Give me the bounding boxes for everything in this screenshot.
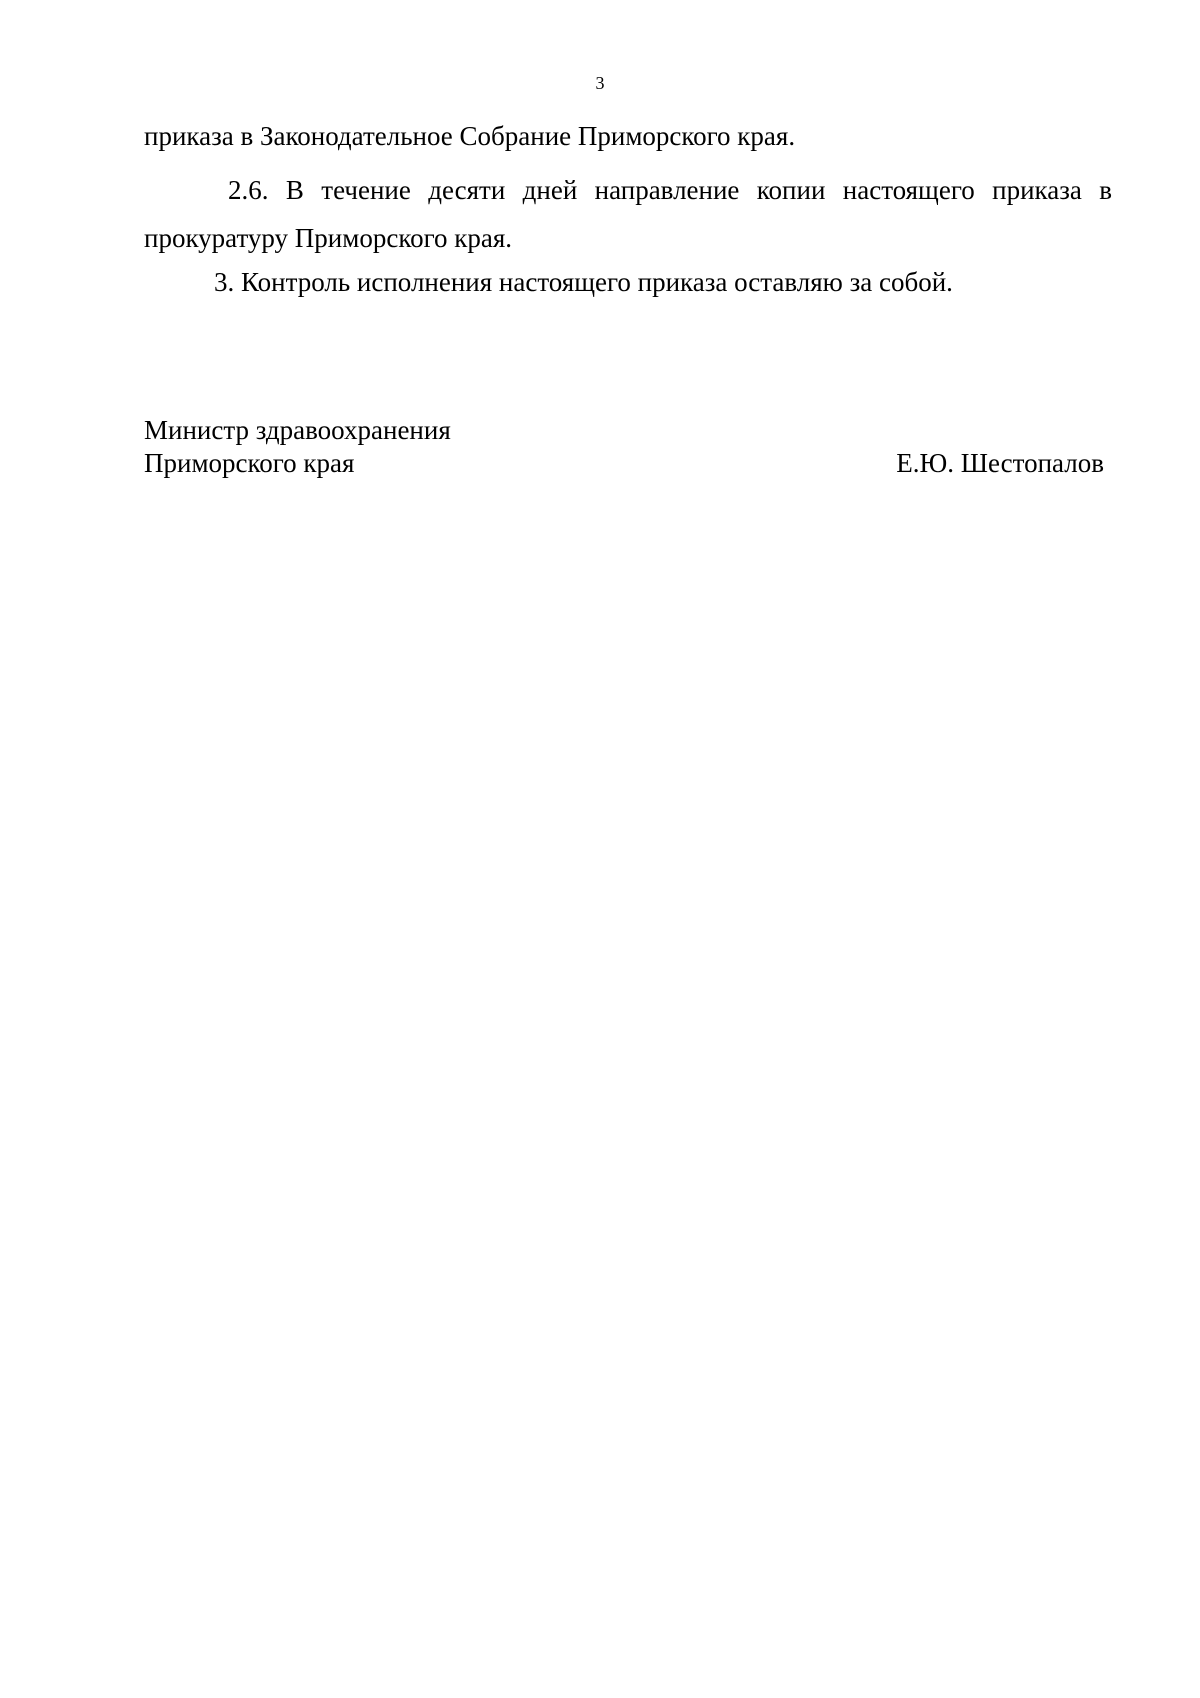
paragraph-2-6: 2.6. В течение десяти дней направление копии настоящего приказа в прокуратуру Приморского края. — [144, 175, 1112, 253]
signatory-title-line-1: Министр здравоохранения — [144, 415, 451, 445]
continuation-line: приказа в Законодательное Собрание Приморского края. — [144, 121, 796, 151]
signatory-name: Е.Ю. Шестопалов — [896, 448, 1104, 478]
page-number: 3 — [595, 73, 605, 93]
signatory-title — [144, 414, 451, 480]
signatory-title-line-2: Приморского края — [144, 448, 355, 478]
paragraph-3: 3. Контроль исполнения настоящего приказа оставляю за собой. — [214, 267, 953, 297]
